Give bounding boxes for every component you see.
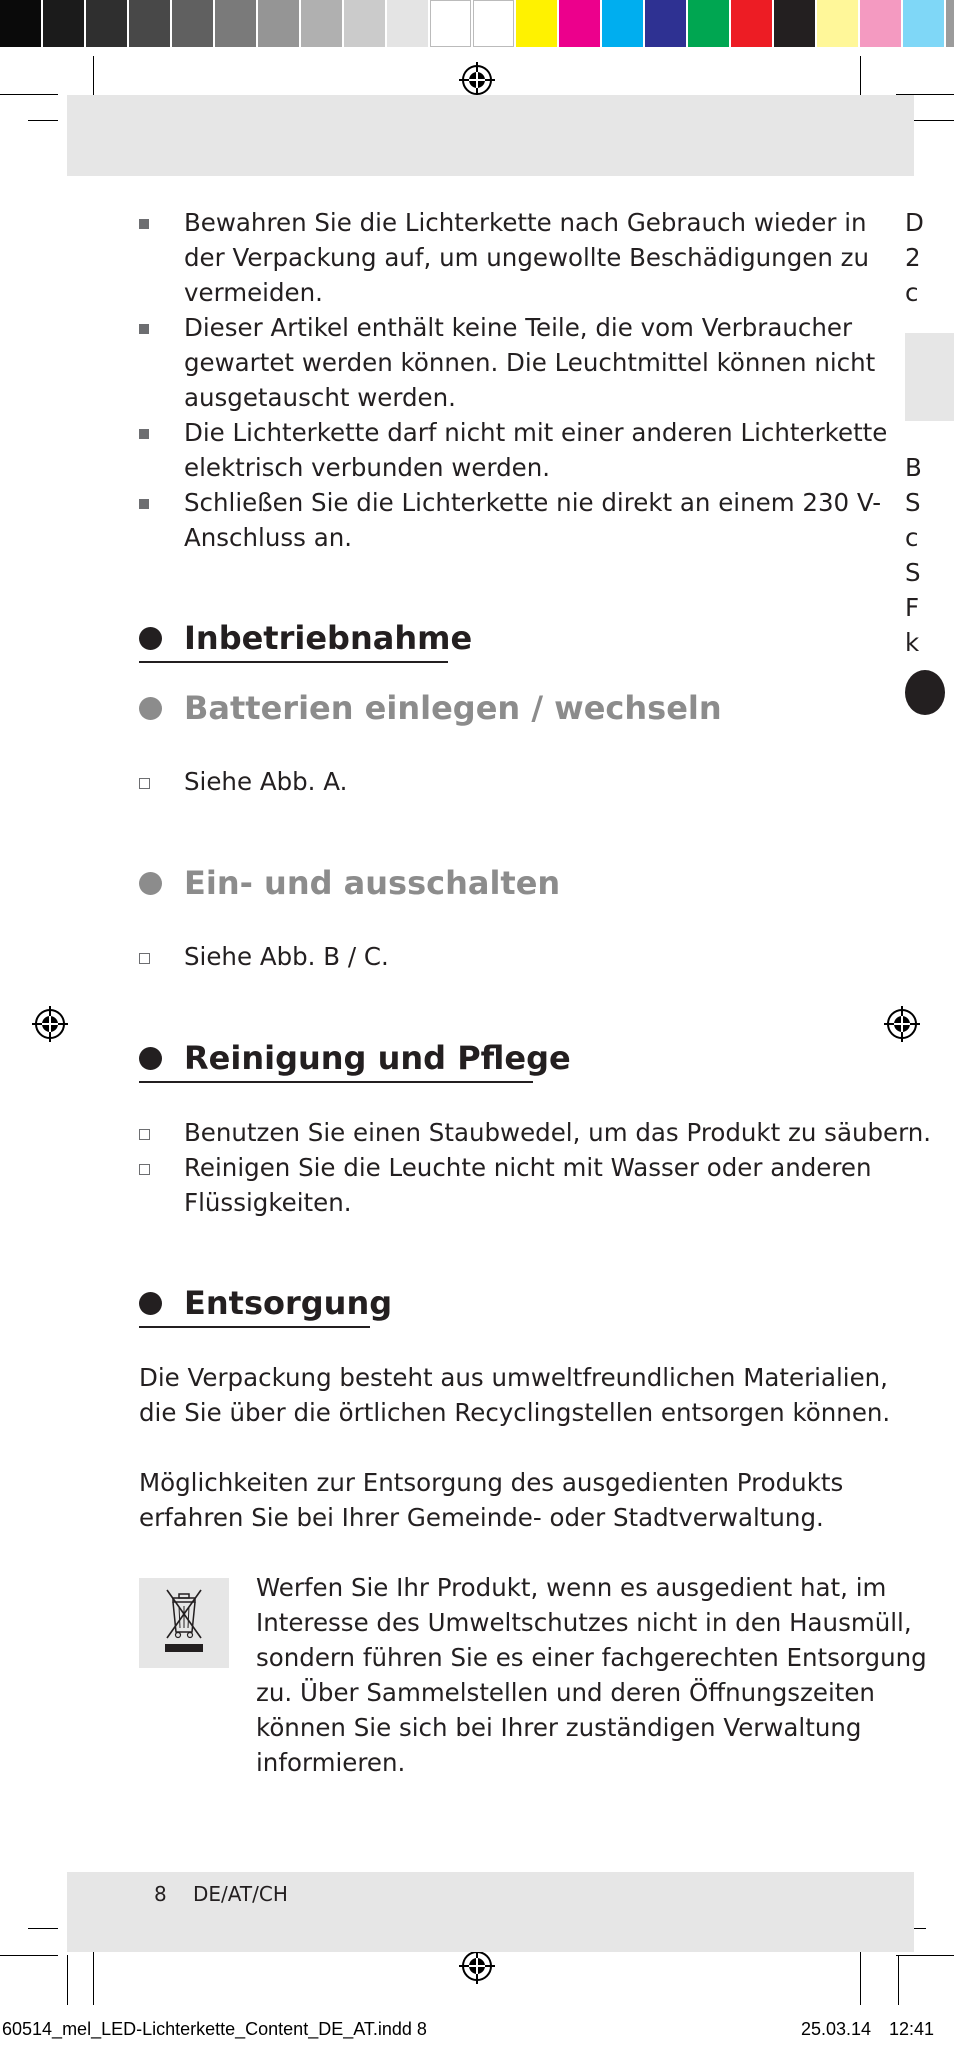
paragraph-line: Die Verpackung besteht aus umweltfreundlichen Materialien,: [139, 1363, 888, 1392]
list-item-line: Schließen Sie die Lichterkette nie direkt an einem 230 V-: [184, 488, 882, 517]
step-text: [184, 1150, 872, 1220]
section-bullet-icon: [139, 627, 162, 650]
color-swatch: [129, 0, 172, 47]
step-box-icon: [139, 778, 150, 789]
square-bullet-icon: [139, 429, 149, 439]
paragraph-line: die Sie über die örtlichen Recyclingstellen entsorgen können.: [139, 1398, 891, 1427]
heading-batterien: Batterien einlegen / wechseln: [184, 689, 722, 727]
color-swatch: [215, 0, 258, 47]
paragraph-line: können Sie sich bei Ihrer zuständigen Verwaltung: [256, 1713, 862, 1742]
heading-entsorgung: Entsorgung: [184, 1284, 393, 1322]
registration-mark-icon: [459, 1948, 495, 1984]
registration-mark-icon: [459, 62, 495, 98]
paragraph: [139, 1360, 890, 1430]
list-item: [184, 415, 887, 485]
color-swatch: [559, 0, 602, 47]
heading-inbetriebnahme: Inbetriebnahme: [184, 619, 473, 657]
crop-mark: [28, 120, 58, 121]
slug-date: 25.03.14: [801, 2019, 872, 2039]
color-swatch: [817, 0, 860, 47]
crop-mark: [898, 1955, 899, 2005]
crop-mark: [28, 1928, 58, 1929]
step-box-icon: [139, 953, 150, 964]
list-item-line: Die Lichterkette darf nicht mit einer anderen Lichterkette: [184, 418, 888, 447]
color-swatch: [301, 0, 344, 47]
color-swatch: [387, 0, 430, 47]
edge-char: S: [905, 488, 921, 517]
edge-char: B: [905, 453, 922, 482]
square-bullet-icon: [139, 499, 149, 509]
step-text: [184, 1115, 931, 1150]
weee-bin-icon: [139, 1578, 229, 1668]
paragraph-line: erfahren Sie bei Ihrer Gemeinde- oder Stadtverwaltung.: [139, 1503, 824, 1532]
list-item: [184, 205, 869, 310]
file-slug: 60514_mel_LED-Lichterkette_Content_DE_AT.indd 8: [2, 2019, 427, 2039]
edge-char: k: [905, 628, 920, 657]
section-bullet-icon: [139, 1047, 162, 1070]
color-swatch: [602, 0, 645, 47]
color-calibration-bar: [0, 0, 954, 47]
list-item-line: der Verpackung auf, um ungewollte Beschädigungen zu: [184, 243, 870, 272]
registration-mark-icon: [32, 1006, 68, 1042]
list-item: [184, 485, 881, 555]
color-swatch: [774, 0, 817, 47]
list-item: [184, 310, 875, 415]
edge-char: S: [905, 558, 921, 587]
heading-reinigung: Reinigung und Pflege: [184, 1039, 571, 1077]
color-swatch: [645, 0, 688, 47]
crop-mark: [0, 94, 58, 95]
list-item-line: vermeiden.: [184, 278, 323, 307]
step-line: Flüssigkeiten.: [184, 1188, 352, 1217]
edge-char: F: [905, 593, 920, 622]
next-page-box: [905, 333, 954, 421]
header-band: [67, 95, 914, 176]
subsection-bullet-icon: [139, 697, 162, 720]
color-swatch: [43, 0, 86, 47]
step-text: Siehe Abb. B / C.: [184, 942, 389, 971]
registration-mark-icon: [884, 1006, 920, 1042]
crossed-bin-icon: [139, 1578, 229, 1668]
edge-char: 2: [905, 243, 921, 272]
list-item-line: elektrisch verbunden werden.: [184, 453, 551, 482]
country-codes: DE/AT/CH: [193, 1882, 288, 1906]
list-item-line: Anschluss an.: [184, 523, 353, 552]
section-bullet-icon: [139, 1292, 162, 1315]
color-swatch: [946, 0, 954, 47]
paragraph: [256, 1570, 927, 1780]
color-swatch: [688, 0, 731, 47]
crop-mark: [93, 1945, 94, 2005]
edge-char: c: [905, 523, 919, 552]
list-item-line: ausgetauscht werden.: [184, 383, 456, 412]
paragraph-line: informieren.: [256, 1748, 406, 1777]
edge-char: c: [905, 278, 919, 307]
color-swatch: [258, 0, 301, 47]
color-swatch: [473, 0, 516, 47]
paragraph-line: sondern führen Sie es einer fachgerechten Entsorgung: [256, 1643, 927, 1672]
heading-underline: [139, 1081, 533, 1083]
paragraph-line: Möglichkeiten zur Entsorgung des ausgedienten Produkts: [139, 1468, 844, 1497]
color-swatch: [516, 0, 559, 47]
subsection-bullet-icon: [139, 872, 162, 895]
color-swatch: [731, 0, 774, 47]
heading-einaus: Ein- und ausschalten: [184, 864, 561, 902]
color-swatch: [903, 0, 946, 47]
paragraph-line: Interesse des Umweltschutzes nicht in den Hausmüll,: [256, 1608, 912, 1637]
heading-underline: [139, 661, 448, 663]
heading-underline: [139, 1326, 370, 1328]
edge-char: D: [905, 208, 924, 237]
color-swatch: [0, 0, 43, 47]
crop-mark: [0, 1955, 58, 1956]
list-item-line: Dieser Artikel enthält keine Teile, die vom Verbraucher: [184, 313, 853, 342]
next-page-edge: [905, 205, 924, 310]
crop-mark: [860, 1945, 861, 2005]
step-box-icon: [139, 1129, 150, 1140]
paragraph-line: Werfen Sie Ihr Produkt, wenn es ausgedient hat, im: [256, 1573, 887, 1602]
square-bullet-icon: [139, 324, 149, 334]
crop-mark: [67, 1955, 68, 2005]
color-swatch: [860, 0, 903, 47]
slug-time: 12:41: [889, 2019, 935, 2039]
paragraph-line: zu. Über Sammelstellen und deren Öffnungszeiten: [256, 1678, 875, 1707]
step-line: Reinigen Sie die Leuchte nicht mit Wasser oder anderen: [184, 1153, 872, 1182]
color-swatch: [172, 0, 215, 47]
square-bullet-icon: [139, 219, 149, 229]
next-page-bullet-icon: [905, 670, 945, 715]
next-page-edge: [905, 450, 922, 660]
list-item-line: gewartet werden können. Die Leuchtmittel können nicht: [184, 348, 876, 377]
color-swatch: [86, 0, 129, 47]
color-swatch: [430, 0, 473, 47]
color-swatch: [344, 0, 387, 47]
crop-mark: [896, 1955, 954, 1956]
step-text: Siehe Abb. A.: [184, 767, 348, 796]
page-number: 8: [154, 1882, 167, 1906]
step-box-icon: [139, 1164, 150, 1175]
list-item-line: Bewahren Sie die Lichterkette nach Gebrauch wieder in: [184, 208, 867, 237]
paragraph: [139, 1465, 843, 1535]
step-line: Benutzen Sie einen Staubwedel, um das Produkt zu säubern.: [184, 1118, 932, 1147]
